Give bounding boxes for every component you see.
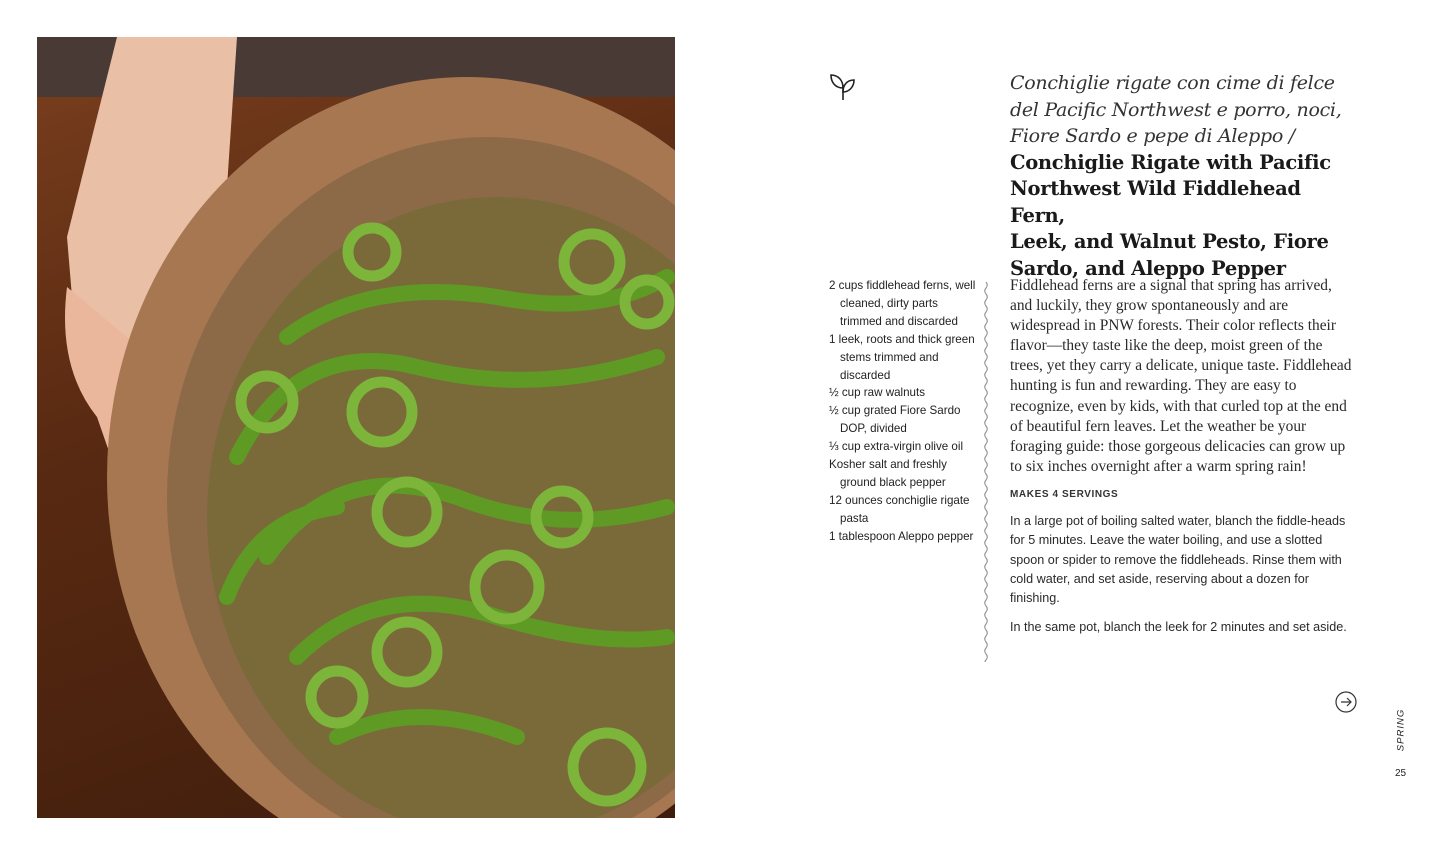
italian-title-line: Conchiglie rigate con cime di felce: [1010, 72, 1335, 94]
ingredient: 1 tablespoon Aleppo pepper: [829, 529, 974, 543]
italian-title-line: Fiore Sardo e pepe di Aleppo /: [1010, 125, 1295, 147]
ingredient: ½ cup grated Fiore Sardo DOP, divided: [829, 404, 961, 436]
ingredient: 1 leek, roots and thick green stems trimmed and discarded: [829, 332, 975, 382]
arrow-right-circle-icon: [1335, 691, 1357, 713]
recipe-body: [1010, 276, 1355, 648]
ingredient: ½ cup raw walnuts: [829, 386, 926, 400]
italian-title-line: del Pacific Northwest e porro, noci,: [1010, 98, 1342, 121]
method-step: In a large pot of boiling salted water, blanch the fiddle-heads for 5 minutes. Leave the water boiling, and use a slotted spoon or spider to remove the fiddleheads. Rinse them with cold water, and set aside, reserving about a dozen for finishing.: [1010, 513, 1346, 606]
servings: MAKES 4 SERVINGS: [1010, 488, 1119, 500]
ingredient: 2 cups fiddlehead ferns, well cleaned, dirty parts trimmed and discarded: [829, 279, 976, 328]
ingredient-list: [829, 277, 979, 546]
wavy-divider: [980, 282, 992, 662]
english-title-line: Sardo, and Aleppo Pepper: [1010, 256, 1286, 280]
recipe-title: [1010, 70, 1350, 282]
fiddlehead-basket-photo: [37, 37, 675, 818]
recipe-intro: Fiddlehead ferns are a signal that spring has arrived, and luckily, they grow spontaneously and are widespread in PNW forests. Their color reflects their flavor—they taste like the deep, moist green of the trees, yet they carry a delicate, unique taste. Fiddlehead hunting is fun and rewarding. They are easy to recognize, even by kids, with that curled top at the end of beautiful fern leaves. Let the weather be your foraging guide: those gorgeous delicacies can grow up to six inches overnight after a warm spring rain!: [1010, 277, 1352, 475]
ingredient: 12 ounces conchiglie rigate pasta: [829, 493, 970, 525]
english-title-line: Conchiglie Rigate with Pacific: [1010, 150, 1331, 174]
section-label-text: SPRING: [1395, 708, 1407, 752]
english-title-line: Leek, and Walnut Pesto, Fiore: [1010, 230, 1329, 253]
ingredient: ⅓ cup extra-virgin olive oil: [829, 440, 964, 454]
method-step: In the same pot, blanch the leek for 2 minutes and set aside.: [1010, 620, 1347, 635]
english-title-line: Northwest Wild Fiddlehead Fern,: [1010, 177, 1301, 227]
page-number: 25: [1395, 768, 1407, 779]
ingredient: Kosher salt and freshly ground black pepper: [829, 458, 947, 489]
section-label: [1394, 710, 1408, 750]
sprout-icon: [829, 72, 857, 102]
